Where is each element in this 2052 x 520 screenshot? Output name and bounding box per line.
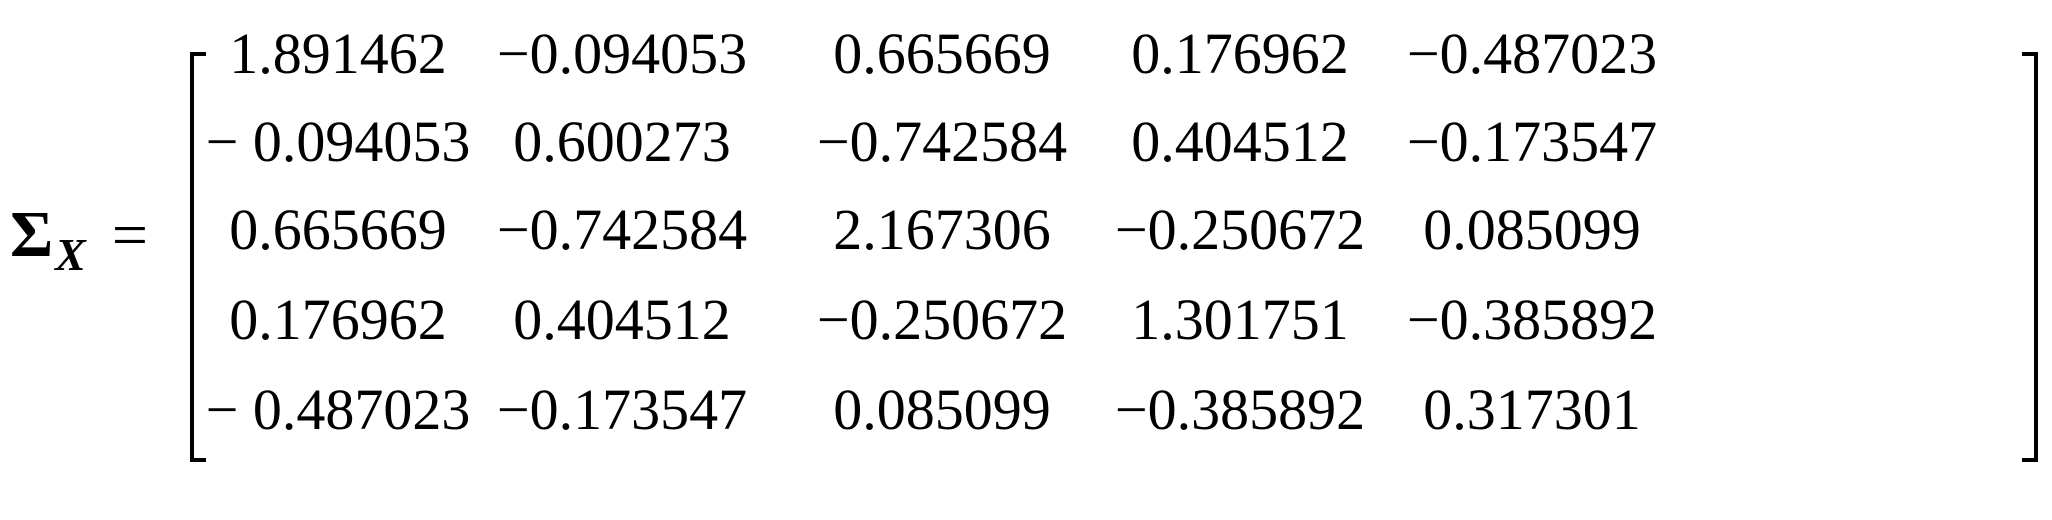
matrix-cell-r4-c1: 0.176962 <box>229 287 447 352</box>
matrix-cell-r1-c3: 0.665669 <box>833 21 1051 86</box>
matrix-cell-r5-c1: − 0.487023 <box>205 377 471 442</box>
matrix-cell-r3-c2: −0.742584 <box>496 197 748 262</box>
matrix-cell-r1-c4: 0.176962 <box>1131 21 1349 86</box>
matrix-cell-r4-c2: 0.404512 <box>513 287 731 352</box>
matrix-cell-r2-c5: −0.173547 <box>1406 109 1658 174</box>
matrix-cell-r5-c3: 0.085099 <box>833 377 1051 442</box>
matrix-cell-r2-c4: 0.404512 <box>1131 109 1349 174</box>
sigma-subscript: X <box>55 229 86 280</box>
sigma-symbol: Σ <box>10 198 54 271</box>
matrix-cell-r4-c5: −0.385892 <box>1406 287 1658 352</box>
matrix-cell-r5-c2: −0.173547 <box>496 377 748 442</box>
equals-sign: = <box>111 199 148 270</box>
matrix-cell-r2-c1: − 0.094053 <box>205 109 471 174</box>
matrix-cell-r3-c3: 2.167306 <box>833 197 1051 262</box>
right-bracket <box>2022 52 2038 462</box>
matrix-cell-r2-c2: 0.600273 <box>513 109 731 174</box>
matrix-cell-r1-c2: −0.094053 <box>496 21 748 86</box>
matrix-cell-r1-c1: 1.891462 <box>229 21 447 86</box>
matrix-cell-r5-c4: −0.385892 <box>1114 377 1366 442</box>
matrix-cell-r4-c3: −0.250672 <box>816 287 1068 352</box>
matrix-cell-r3-c5: 0.085099 <box>1423 197 1641 262</box>
matrix-cell-r3-c4: −0.250672 <box>1114 197 1366 262</box>
matrix-cell-r2-c3: −0.742584 <box>816 109 1068 174</box>
matrix-cell-r1-c5: −0.487023 <box>1406 21 1658 86</box>
matrix-cell-r4-c4: 1.301751 <box>1131 287 1349 352</box>
matrix-cell-r5-c5: 0.317301 <box>1423 377 1641 442</box>
matrix-cell-r3-c1: 0.665669 <box>229 197 447 262</box>
matrix-label <box>10 190 148 280</box>
